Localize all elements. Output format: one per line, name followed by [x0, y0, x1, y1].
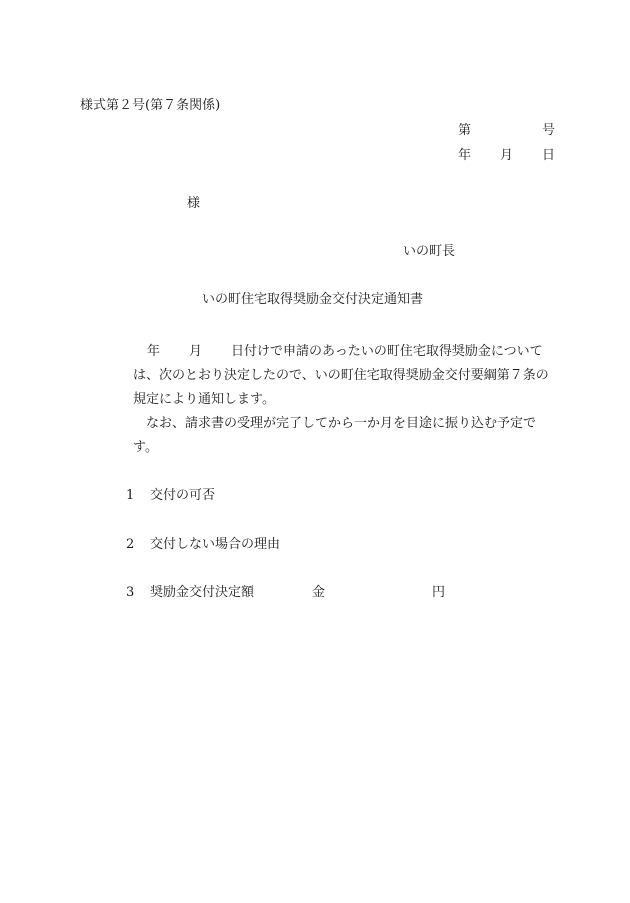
item-rejection-reason [126, 538, 280, 551]
item-approval [126, 489, 215, 502]
date-year-label: 年 [458, 148, 472, 163]
document-title: いの町住宅取得奨励金交付決定通知書 [202, 292, 424, 307]
date-month-label: 月 [500, 148, 514, 163]
number-prefix: 第 [458, 123, 472, 138]
item-number: 2 [126, 537, 135, 552]
body-paragraph-2 [133, 412, 553, 460]
item-number: 3 [126, 585, 135, 600]
number-suffix: 号 [542, 123, 556, 138]
amount-prefix: 金 [312, 585, 326, 600]
date-day-label: 日 [542, 148, 556, 163]
para2-text: なお、請求書の受理が完了してから一か月を目途に振り込む予定です。 [133, 416, 537, 455]
item-grant-amount [126, 585, 446, 600]
para1-continuation: は、次のとおり決定したので、いの町住宅取得奨励金交付要綱第７条の規定により通知します。 [133, 368, 549, 407]
para1-month-label: 月 [189, 344, 203, 359]
item-label: 交付しない場合の理由 [150, 537, 281, 552]
amount-suffix: 円 [432, 585, 446, 600]
item-label: 交付の可否 [150, 488, 216, 503]
form-number: 様式第２号(第７条関係) [80, 98, 221, 113]
para1-year-label: 年 [147, 344, 161, 359]
item-number: 1 [126, 488, 135, 503]
addressee-honorific: 様 [187, 196, 201, 211]
body-paragraph-1 [133, 340, 553, 412]
issuer-name: いの町長 [403, 244, 456, 259]
para1-rest-text: 日付けで申請のあったいの町住宅取得奨励金について [231, 344, 543, 359]
item-label: 奨励金交付決定額 [150, 585, 255, 600]
